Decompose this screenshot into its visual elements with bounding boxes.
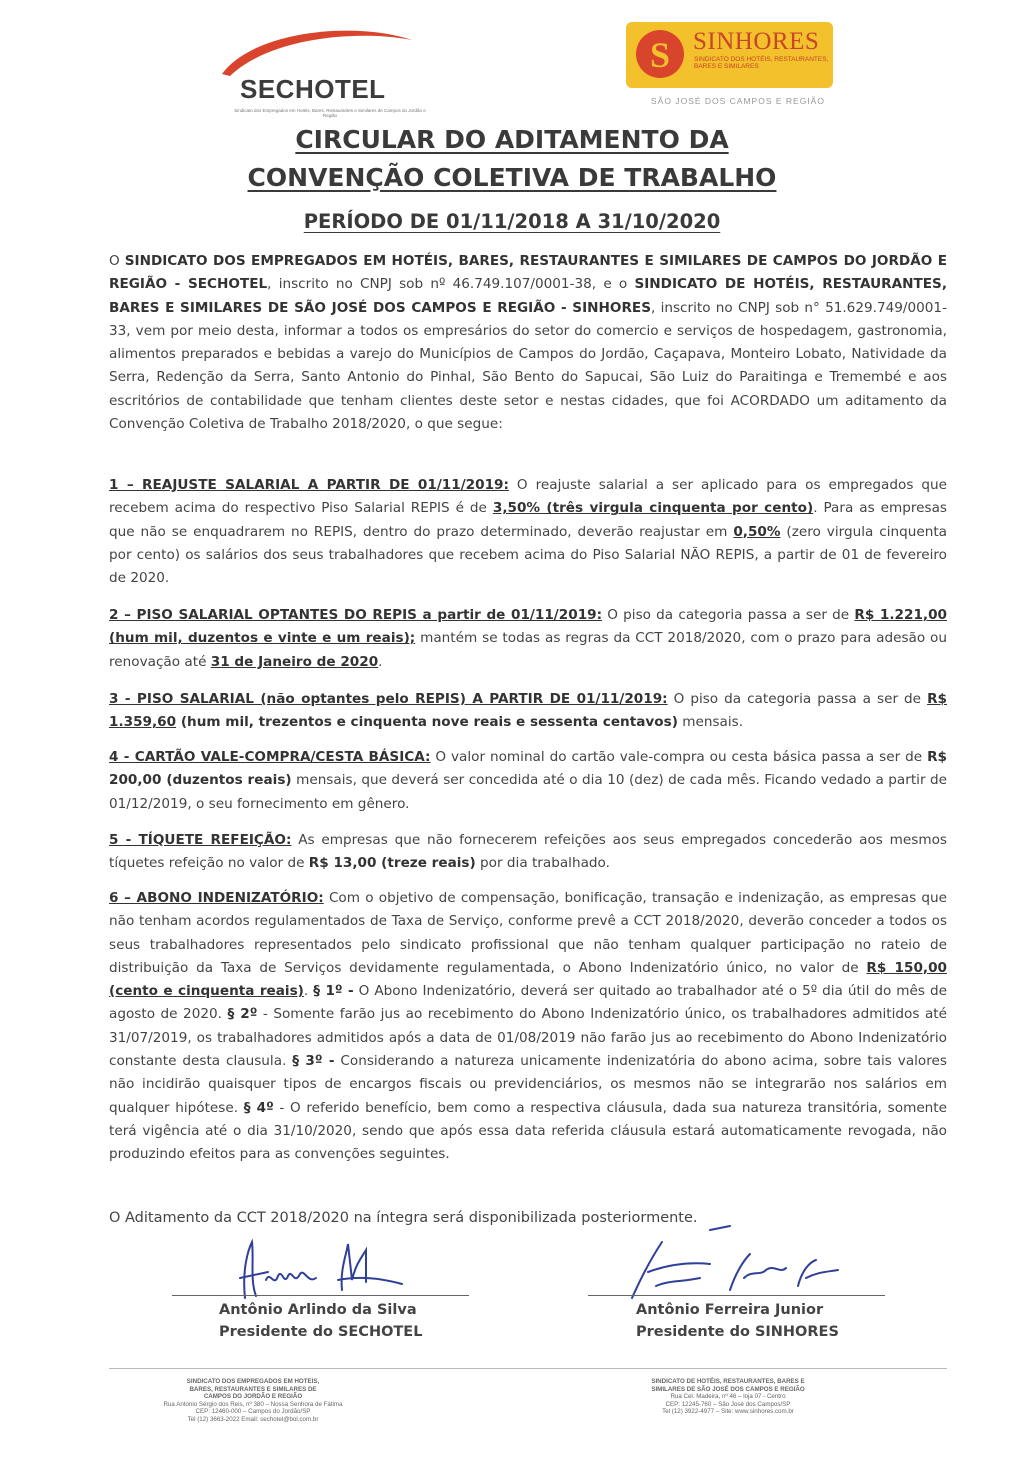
signatory-left-role: Presidente do SECHOTEL — [219, 1324, 423, 1340]
signatory-right-role: Presidente do SINHORES — [636, 1324, 839, 1340]
sechotel-logo — [212, 22, 427, 118]
signature-block-right — [636, 1299, 839, 1343]
clause-2: 2 – PISO SALARIAL OPTANTES DO REPIS a partir de 01/11/2019: O piso da categoria passa a ser de R$ 1.221,00 (hum mil, duzentos e vinte e um reais); mantém se todas as regras da CCT 2018/2020, com o prazo para adesão ou renovação até 31 de Janeiro de 2020. — [109, 607, 947, 670]
sinhores-logo — [626, 22, 836, 112]
sechotel-logo-text: SECHOTEL — [240, 74, 386, 104]
footer-divider — [109, 1368, 947, 1369]
closing-sentence: O Aditamento da CCT 2018/2020 na íntegra será disponibilizada posteriormente. — [109, 1210, 698, 1226]
signatory-right-name: Antônio Ferreira Junior — [636, 1302, 824, 1318]
intro-org1: SINDICATO DOS EMPREGADOS EM HOTÉIS, BARES, RESTAURANTES E SIMILARES DE CAMPOS DO JORDÃO E REGIÃO - SECHOTEL — [109, 253, 947, 293]
intro-paragraph: O SINDICATO DOS EMPREGADOS EM HOTÉIS, BARES, RESTAURANTES E SIMILARES DE CAMPOS DO JORDÃO E REGIÃO - SECHOTEL, inscrito no CNPJ sob nº 46.749.107/0001-38, e o SINDICATO DE HOTÉIS, RESTAURANTES, BARES E SIMILARES DE SÃO JOSÉ DOS CAMPOS E REGIÃO - SINHORES, inscrito no CNPJ sob n° 51.629.749/0001-33, vem por meio desta, informar a todos os empresários do setor do comercio e serviços de hospedagem, gastronomia, alimentos preparados e bebidas a varejo do Municípios de Campos do Jordão, Caçapava, Monteiro Lobato, Natividade da Serra, Redenção da Serra, Santo Antonio do Pinhal, São Bento do Sapucai, São Luiz do Paraitinga e Tremembé e aos escritórios de contabilidade que tenham clientes deste setor e nestas cidades, que foi ACORDADO um aditamento da Convenção Coletiva de Trabalho 2018/2020, o que segue: — [109, 253, 948, 433]
sinhores-emblem-icon: S — [636, 30, 684, 78]
clause-5-heading: 5 - TÍQUETE REFEIÇÃO: — [109, 832, 292, 848]
signature-line-right — [588, 1295, 885, 1296]
sinhores-logo-city: SÃO JOSÉ DOS CAMPOS E REGIÃO — [651, 96, 825, 106]
signatory-left-name: Antônio Arlindo da Silva — [219, 1302, 417, 1318]
document-title-line2: CONVENÇÃO COLETIVA DE TRABALHO — [247, 163, 777, 192]
clause-6-heading: 6 – ABONO INDENIZATÓRIO: — [109, 890, 324, 906]
clause-6: 6 – ABONO INDENIZATÓRIO: Com o objetivo de compensação, bonificação, transação e indenização, as empresas que não tenham acordos regulamentados de Taxa de Serviço, conforme prevê a CCT 2018/2020, deverão conceder a todos os seus trabalhadores representados pelo sindicato profissional que não tenham qualquer participação no rateio de distribuição da Taxa de Serviços devidamente regulamentada, o Abono Indenizatório único, no valor de R$ 150,00 (cento e cinquenta reais). § 1º - O Abono Indenizatório, deverá ser quitado ao trabalhador até o 5º dia útil do mês de agosto de 2020. § 2º - Somente farão jus ao recebimento do Abono Indenizatório único, os trabalhadores admitidos até 31/07/2019, os trabalhadores admitidos após a data de 01/08/2019 não farão jus ao recebimento do Abono Indenizatório constante desta clausula. § 3º - Considerando a natureza unicamente indenizatória do abono acima, sobre tais valores não incidirão quaisquer tipos de encargos fiscais ou previdenciários, os mesmos não se integrarão nos salários em qualquer hipótese. § 4º - O referido benefício, bem como a respectiva cláusula, dada sua natureza transitória, somente terá vigência até o dia 31/10/2020, sendo que após essa data referida cláusula estará automaticamente revogada, não produzindo efeitos para as convenções seguintes. — [109, 890, 947, 1163]
footer-right-address: SINDICATO DE HOTÉIS, RESTAURANTES, BARES E SIMILARES DE SÃO JOSÉ DOS CAMPOS E REGIÃO Rua Cel. Madeira, nº 46 – loja 07 - Centro CEP: 12245-760 – São José dos Campos/SP Tel (12) 3922-4977 – Site: www.sinhores.com.br — [651, 1378, 805, 1416]
sinhores-logo-tagline: SINDICATO DOS HOTÉIS, RESTAURANTES, BARES E SIMILARES — [694, 56, 829, 70]
signature-line-left — [172, 1295, 469, 1296]
clause-2-heading: 2 – PISO SALARIAL OPTANTES DO REPIS a partir de 01/11/2019: — [109, 607, 603, 623]
clause-1: 1 – REAJUSTE SALARIAL A PARTIR DE 01/11/2019: O reajuste salarial a ser aplicado para os empregados que recebem acima do respectivo Piso Salarial REPIS é de 3,50% (três virgula cinquenta por cento). Para as empresas que não se enquadrarem no REPIS, dentro do prazo determinado, deverão reajustar em 0,50% (zero virgula cinquenta por cento) os salários dos seus trabalhadores que recebem acima do Piso Salarial NÃO REPIS, a partir de 01 de fevereiro de 2020. — [109, 477, 947, 587]
intro-org2: SINDICATO DE HOTÉIS, RESTAURANTES, BARES E SIMILARES DE SÃO JOSÉ DOS CAMPOS E REGIÃO - SINHORES — [109, 276, 948, 316]
footer-left-address: SINDICATO DOS EMPREGADOS EM HOTEIS, BARES, RESTAURANTES E SIMILARES DE CAMPOS DO JORDÃO E REGIÃO Rua Antonio Sérgio dos Reis, nº 380 – Nossa Senhora de Fátima CEP: 12460-000 – Campos do Jordão/SP Tel (12) 3663-2022 Email: sechotel@bol.com.br — [163, 1378, 343, 1423]
clause-3-heading: 3 - PISO SALARIAL (não optantes pelo REPIS) A PARTIR DE 01/11/2019: — [109, 691, 668, 707]
document-title-line1: CIRCULAR DO ADITAMENTO DA — [295, 125, 729, 154]
clause-1-heading: 1 – REAJUSTE SALARIAL A PARTIR DE 01/11/2019: — [109, 477, 509, 493]
clause-4-heading: 4 - CARTÃO VALE-COMPRA/CESTA BÁSICA: — [109, 749, 431, 765]
sechotel-swoosh-icon — [212, 22, 427, 82]
signature-left-scribble — [240, 1242, 402, 1298]
document-period: PERÍODO DE 01/11/2018 A 31/10/2020 — [303, 210, 721, 233]
sinhores-logo-text: SINHORES — [693, 28, 820, 55]
sechotel-logo-tagline: Sindicato dos Empregados em Hotéis, Bares, Restaurantes e Similares de Campos do Jordão e Região — [234, 108, 426, 118]
clause-4: 4 - CARTÃO VALE-COMPRA/CESTA BÁSICA: O valor nominal do cartão vale-compra ou cesta básica passa a ser de R$ 200,00 (duzentos reais) mensais, que deverá ser concedida até o dia 10 (dez) de cada mês. Ficando vedado a partir de 01/12/2019, o seu fornecimento em gênero. — [109, 749, 947, 812]
signature-block-left — [219, 1299, 422, 1343]
handwritten-signatures — [170, 1220, 890, 1310]
clause-3: 3 - PISO SALARIAL (não optantes pelo REPIS) A PARTIR DE 01/11/2019: O piso da categoria passa a ser de R$ 1.359,60 (hum mil, trezentos e cinquenta nove reais e sessenta centavos) mensais. — [109, 691, 947, 731]
signature-right-scribble — [632, 1226, 838, 1298]
clause-5: 5 - TÍQUETE REFEIÇÃO: As empresas que não fornecerem refeições aos seus empregados concederão aos mesmos tíquetes refeição no valor de R$ 13,00 (treze reais) por dia trabalhado. — [109, 832, 947, 872]
